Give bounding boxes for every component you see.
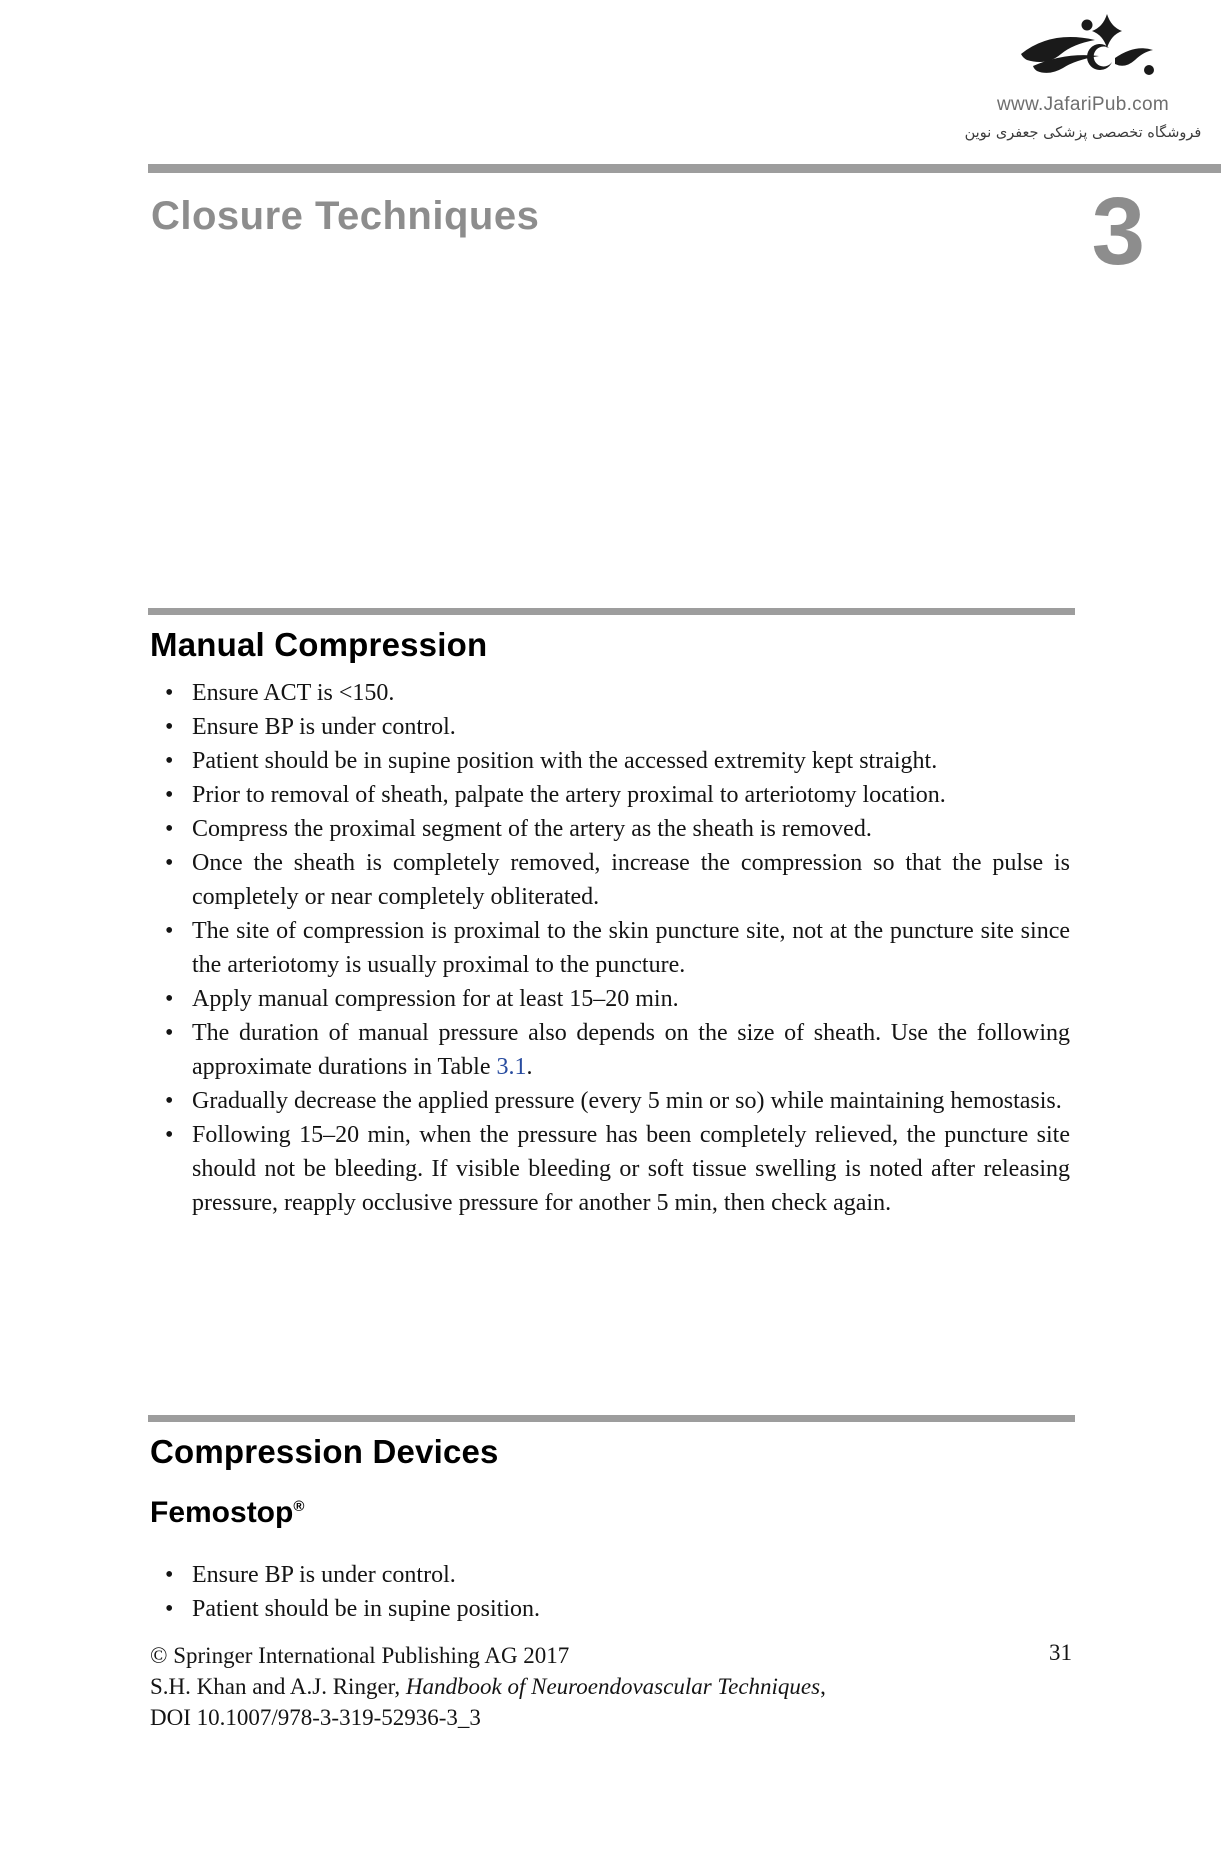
section-heading-manual-compression: Manual Compression	[150, 626, 488, 663]
publisher-tagline-farsi: فروشگاه تخصصی پزشکی جعفری نوین	[964, 125, 1202, 141]
list-item: • Gradually decrease the applied pressure (every 5 min or so) while maintaining hemostasis.	[163, 1084, 1070, 1118]
list-item: • The site of compression is proximal to the skin puncture site, not at the puncture site since the arteriotomy is usually proximal to the puncture.	[163, 914, 1070, 982]
list-item: • Once the sheath is completely removed, increase the compression so that the pulse is completely or near completely obliterated.	[163, 846, 1070, 914]
chapter-title: Closure Techniques	[151, 194, 540, 238]
chapter-number: 3	[1091, 178, 1145, 285]
citation-end: ,	[820, 1674, 826, 1699]
footer-citation	[150, 1671, 990, 1702]
page-top-rule	[148, 164, 1221, 173]
list-item: • Compress the proximal segment of the artery as the sheath is removed.	[163, 812, 1070, 846]
list-item-text: The duration of manual pressure also depends on the size of sheath. Use the following approximate durations in Table	[192, 1020, 1070, 1080]
list-item: • Following 15–20 min, when the pressure has been completely relieved, the puncture site should not be bleeding. If visible bleeding or soft tissue swelling is noted after releasing pressure, reapply occlusive pressure for another 5 min, then check again.	[163, 1118, 1070, 1220]
footer-doi: DOI 10.1007/978-3-319-52936-3_3	[150, 1705, 481, 1730]
footer-copyright: © Springer International Publishing AG 2017	[150, 1643, 570, 1668]
subsection-heading-femostop	[150, 1496, 304, 1530]
jafaripub-calligraphy-logo-icon	[1003, 14, 1163, 90]
list-item-text: .	[526, 1054, 533, 1080]
list-item: • Ensure ACT is <150.	[163, 676, 1070, 710]
list-item	[163, 1016, 1070, 1084]
list-item: • Patient should be in supine position with the accessed extremity kept straight.	[163, 744, 1070, 778]
citation-authors: S.H. Khan and A.J. Ringer,	[150, 1674, 406, 1699]
bullet-list-manual-compression	[163, 676, 1070, 1220]
table-3-1-link[interactable]: 3.1	[496, 1054, 527, 1080]
list-item: • Ensure BP is under control.	[163, 710, 1070, 744]
publisher-branding	[950, 14, 1216, 141]
bullet-list-femostop	[163, 1558, 1070, 1626]
list-item: • Apply manual compression for at least 15–20 min.	[163, 982, 1070, 1016]
citation-book-title: Handbook of Neuroendovascular Techniques	[405, 1674, 821, 1699]
page-number: 31	[1049, 1640, 1072, 1665]
list-item: • Prior to removal of sheath, palpate the artery proximal to arteriotomy location.	[163, 778, 1070, 812]
section-rule-manual-compression	[148, 608, 1075, 615]
footer-imprint	[150, 1640, 990, 1733]
list-item: • Ensure BP is under control.	[163, 1558, 1070, 1592]
publisher-website-url: www.JafariPub.com	[997, 94, 1169, 115]
registered-trademark-symbol: ®	[293, 1498, 305, 1515]
section-rule-compression-devices	[148, 1415, 1075, 1422]
list-item: • Patient should be in supine position.	[163, 1592, 1070, 1626]
femostop-name: Femostop	[150, 1496, 294, 1529]
section-heading-compression-devices: Compression Devices	[150, 1433, 499, 1470]
